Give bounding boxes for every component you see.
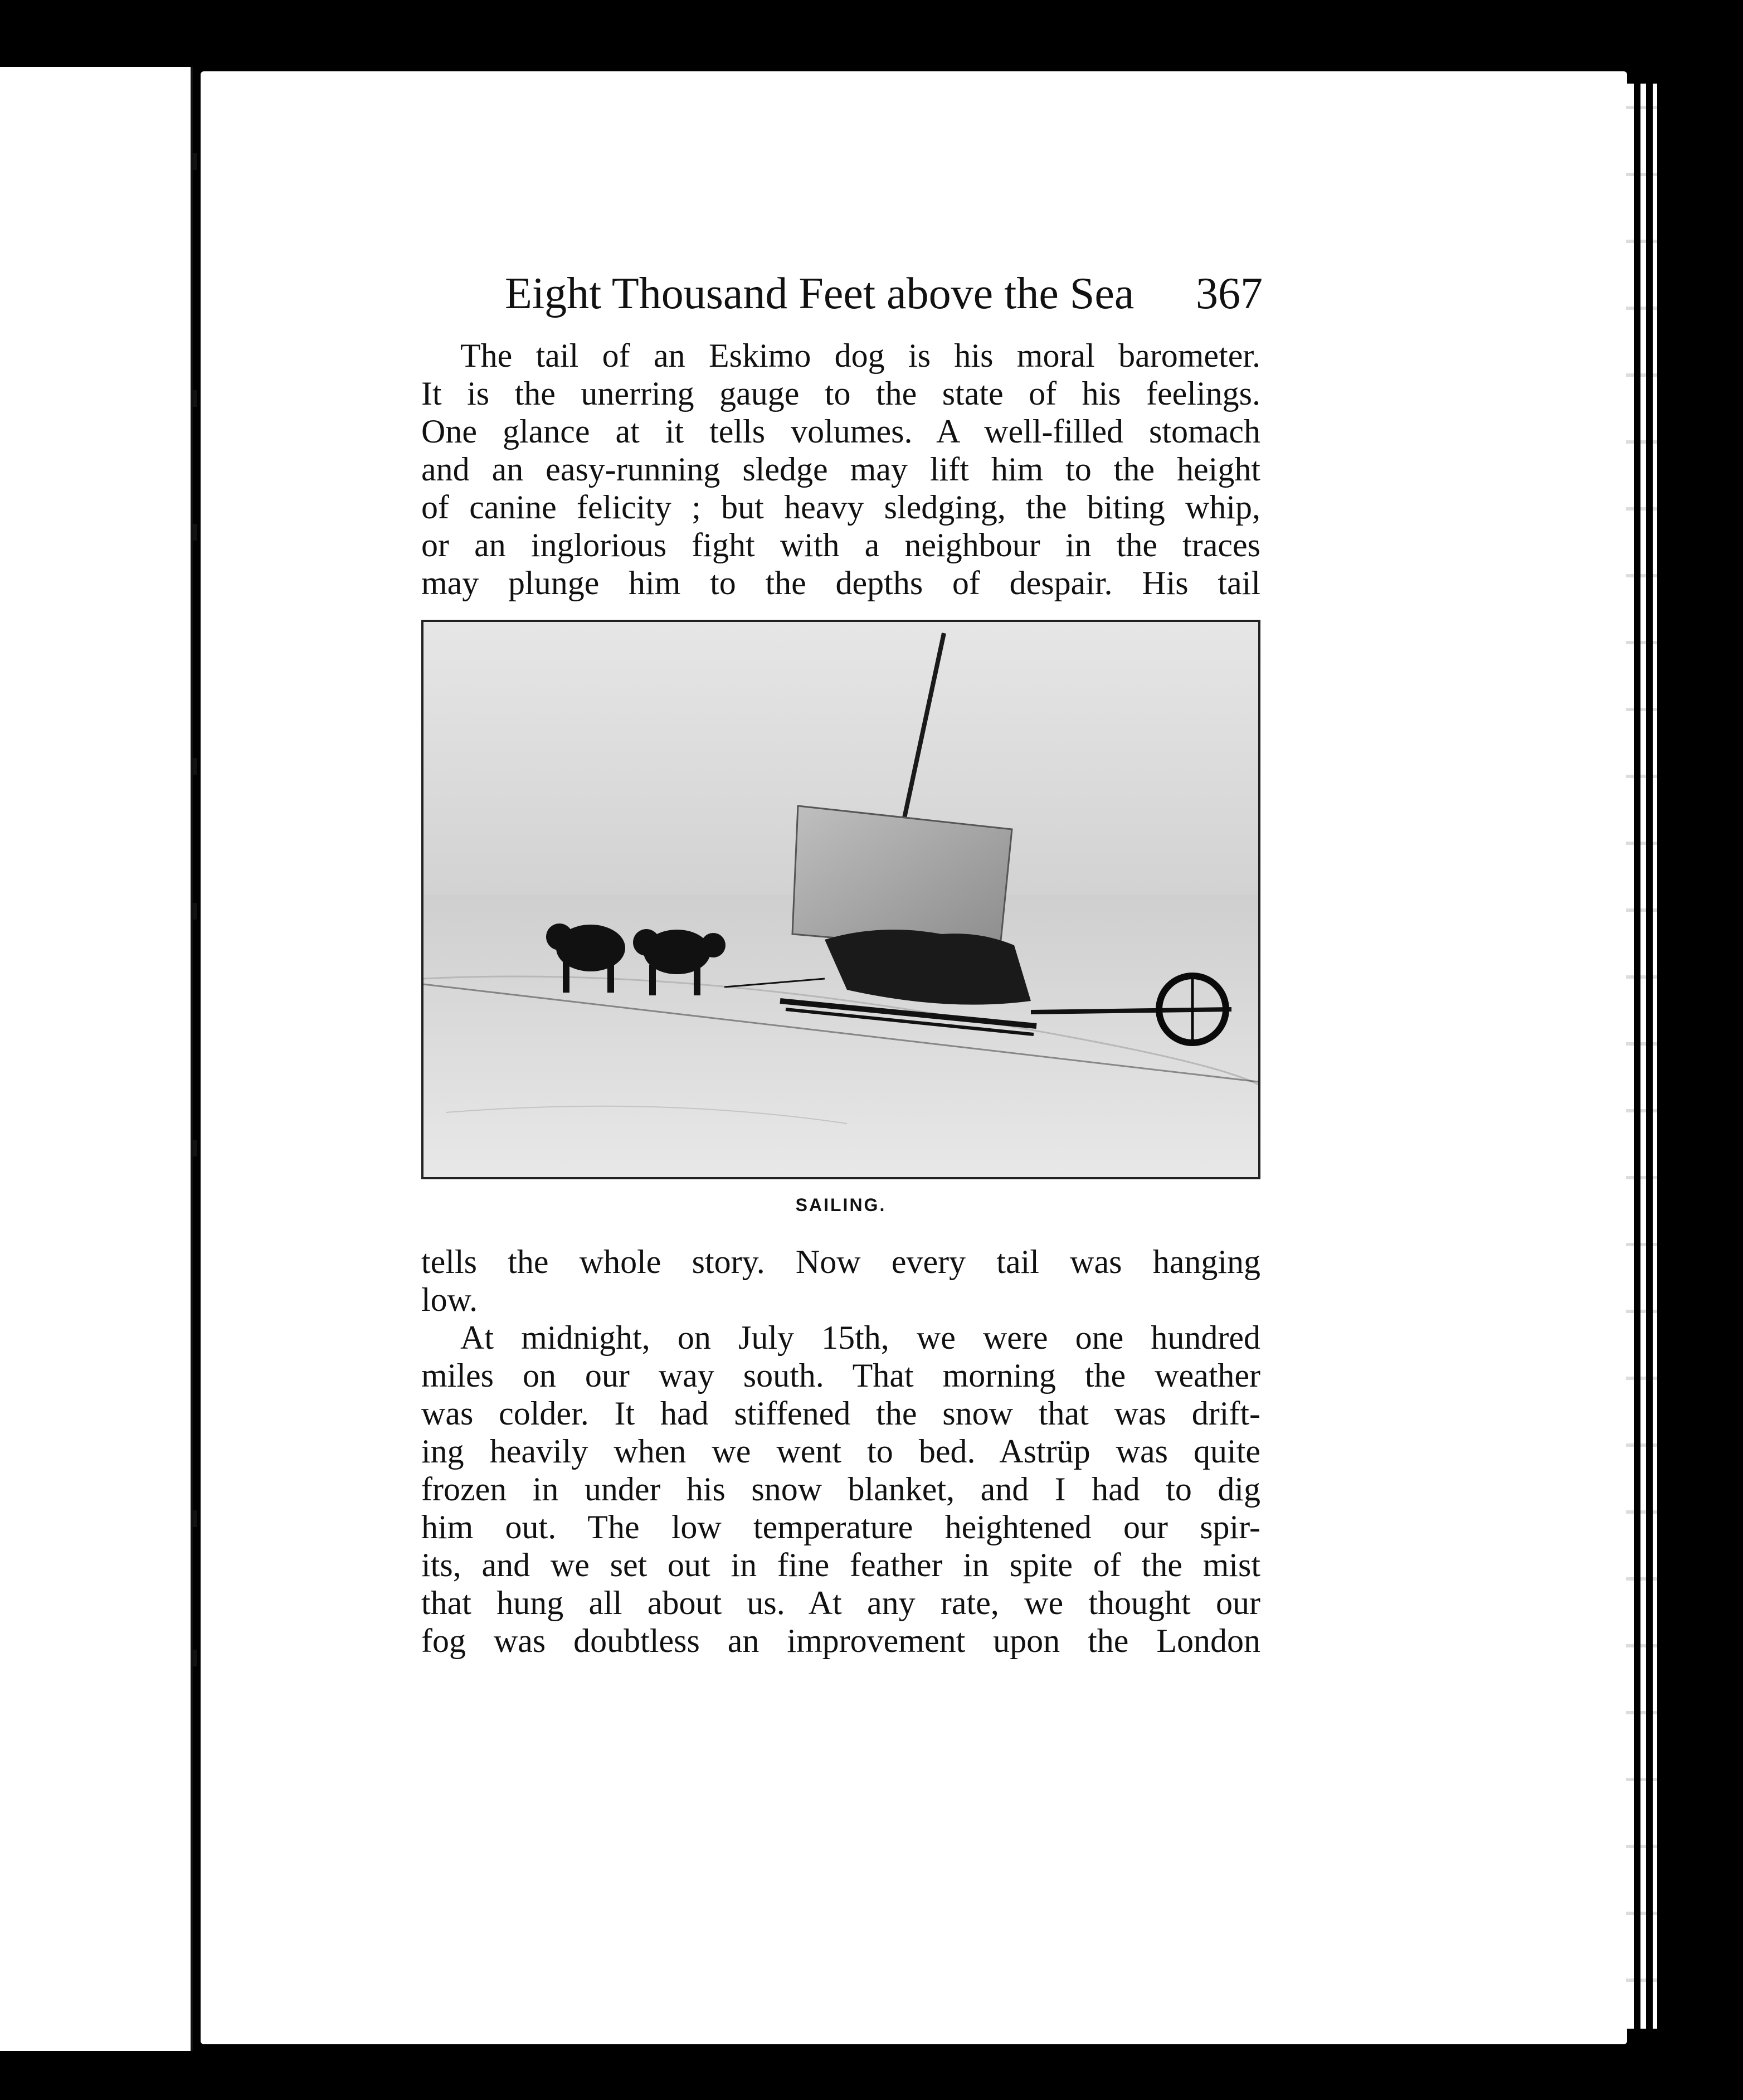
binding-mark bbox=[193, 1650, 197, 1666]
text-line: fog was doubtless an improvement upon the London bbox=[421, 1622, 1260, 1659]
binding-mark bbox=[193, 153, 197, 170]
text-line: tells the whole story. Now every tail was hanging bbox=[421, 1243, 1260, 1280]
text-line: At midnight, on July 15th, we were one hundred bbox=[460, 1319, 1260, 1356]
text-line: its, and we set out in fine feather in spite of the mist bbox=[421, 1547, 1260, 1583]
running-header bbox=[505, 263, 1263, 324]
running-title: Eight Thousand Feet above the Sea bbox=[505, 269, 1135, 318]
sailing-sledge-photograph bbox=[421, 620, 1260, 1179]
binding-mark bbox=[193, 903, 197, 920]
text-line: The tail of an Eskimo dog is his moral barometer. bbox=[460, 337, 1260, 374]
page-number: 367 bbox=[1196, 269, 1263, 318]
text-line: that hung all about us. At any rate, we thought our bbox=[421, 1584, 1260, 1621]
figure-caption: SAILING. bbox=[795, 1195, 887, 1215]
text-line: or an inglorious fight with a neighbour in the traces bbox=[421, 527, 1260, 563]
left-page-edge bbox=[0, 67, 193, 2051]
text-line: miles on our way south. That morning the weather bbox=[421, 1357, 1260, 1394]
page-stack-edge bbox=[1653, 84, 1657, 2029]
text-line: of canine felicity ; but heavy sledging, the biting whip, bbox=[421, 489, 1260, 526]
text-line: frozen in under his snow blanket, and I had to dig bbox=[421, 1471, 1260, 1508]
text-line: One glance at it tells volumes. A well-filled stomach bbox=[421, 413, 1260, 450]
text-line: was colder. It had stiffened the snow that was drift- bbox=[421, 1395, 1260, 1432]
binding-mark bbox=[193, 390, 197, 407]
text-line: him out. The low temperature heightened our spir- bbox=[421, 1509, 1260, 1545]
binding-mark bbox=[193, 1510, 197, 1527]
text-line: may plunge him to the depths of despair. His tail bbox=[421, 565, 1260, 601]
binding-mark bbox=[193, 758, 197, 775]
page-stack-edge bbox=[1640, 84, 1646, 2029]
binding-mark bbox=[193, 1140, 197, 1156]
binding-mark bbox=[193, 524, 197, 541]
page-stack-edge bbox=[1626, 84, 1634, 2029]
text-line: ing heavily when we went to bed. Astrüp was quite bbox=[421, 1433, 1260, 1470]
text-line: It is the unerring gauge to the state of his feelings. bbox=[421, 375, 1260, 412]
text-line: low. bbox=[421, 1281, 478, 1318]
text-line: and an easy-running sledge may lift him to the height bbox=[421, 451, 1260, 488]
